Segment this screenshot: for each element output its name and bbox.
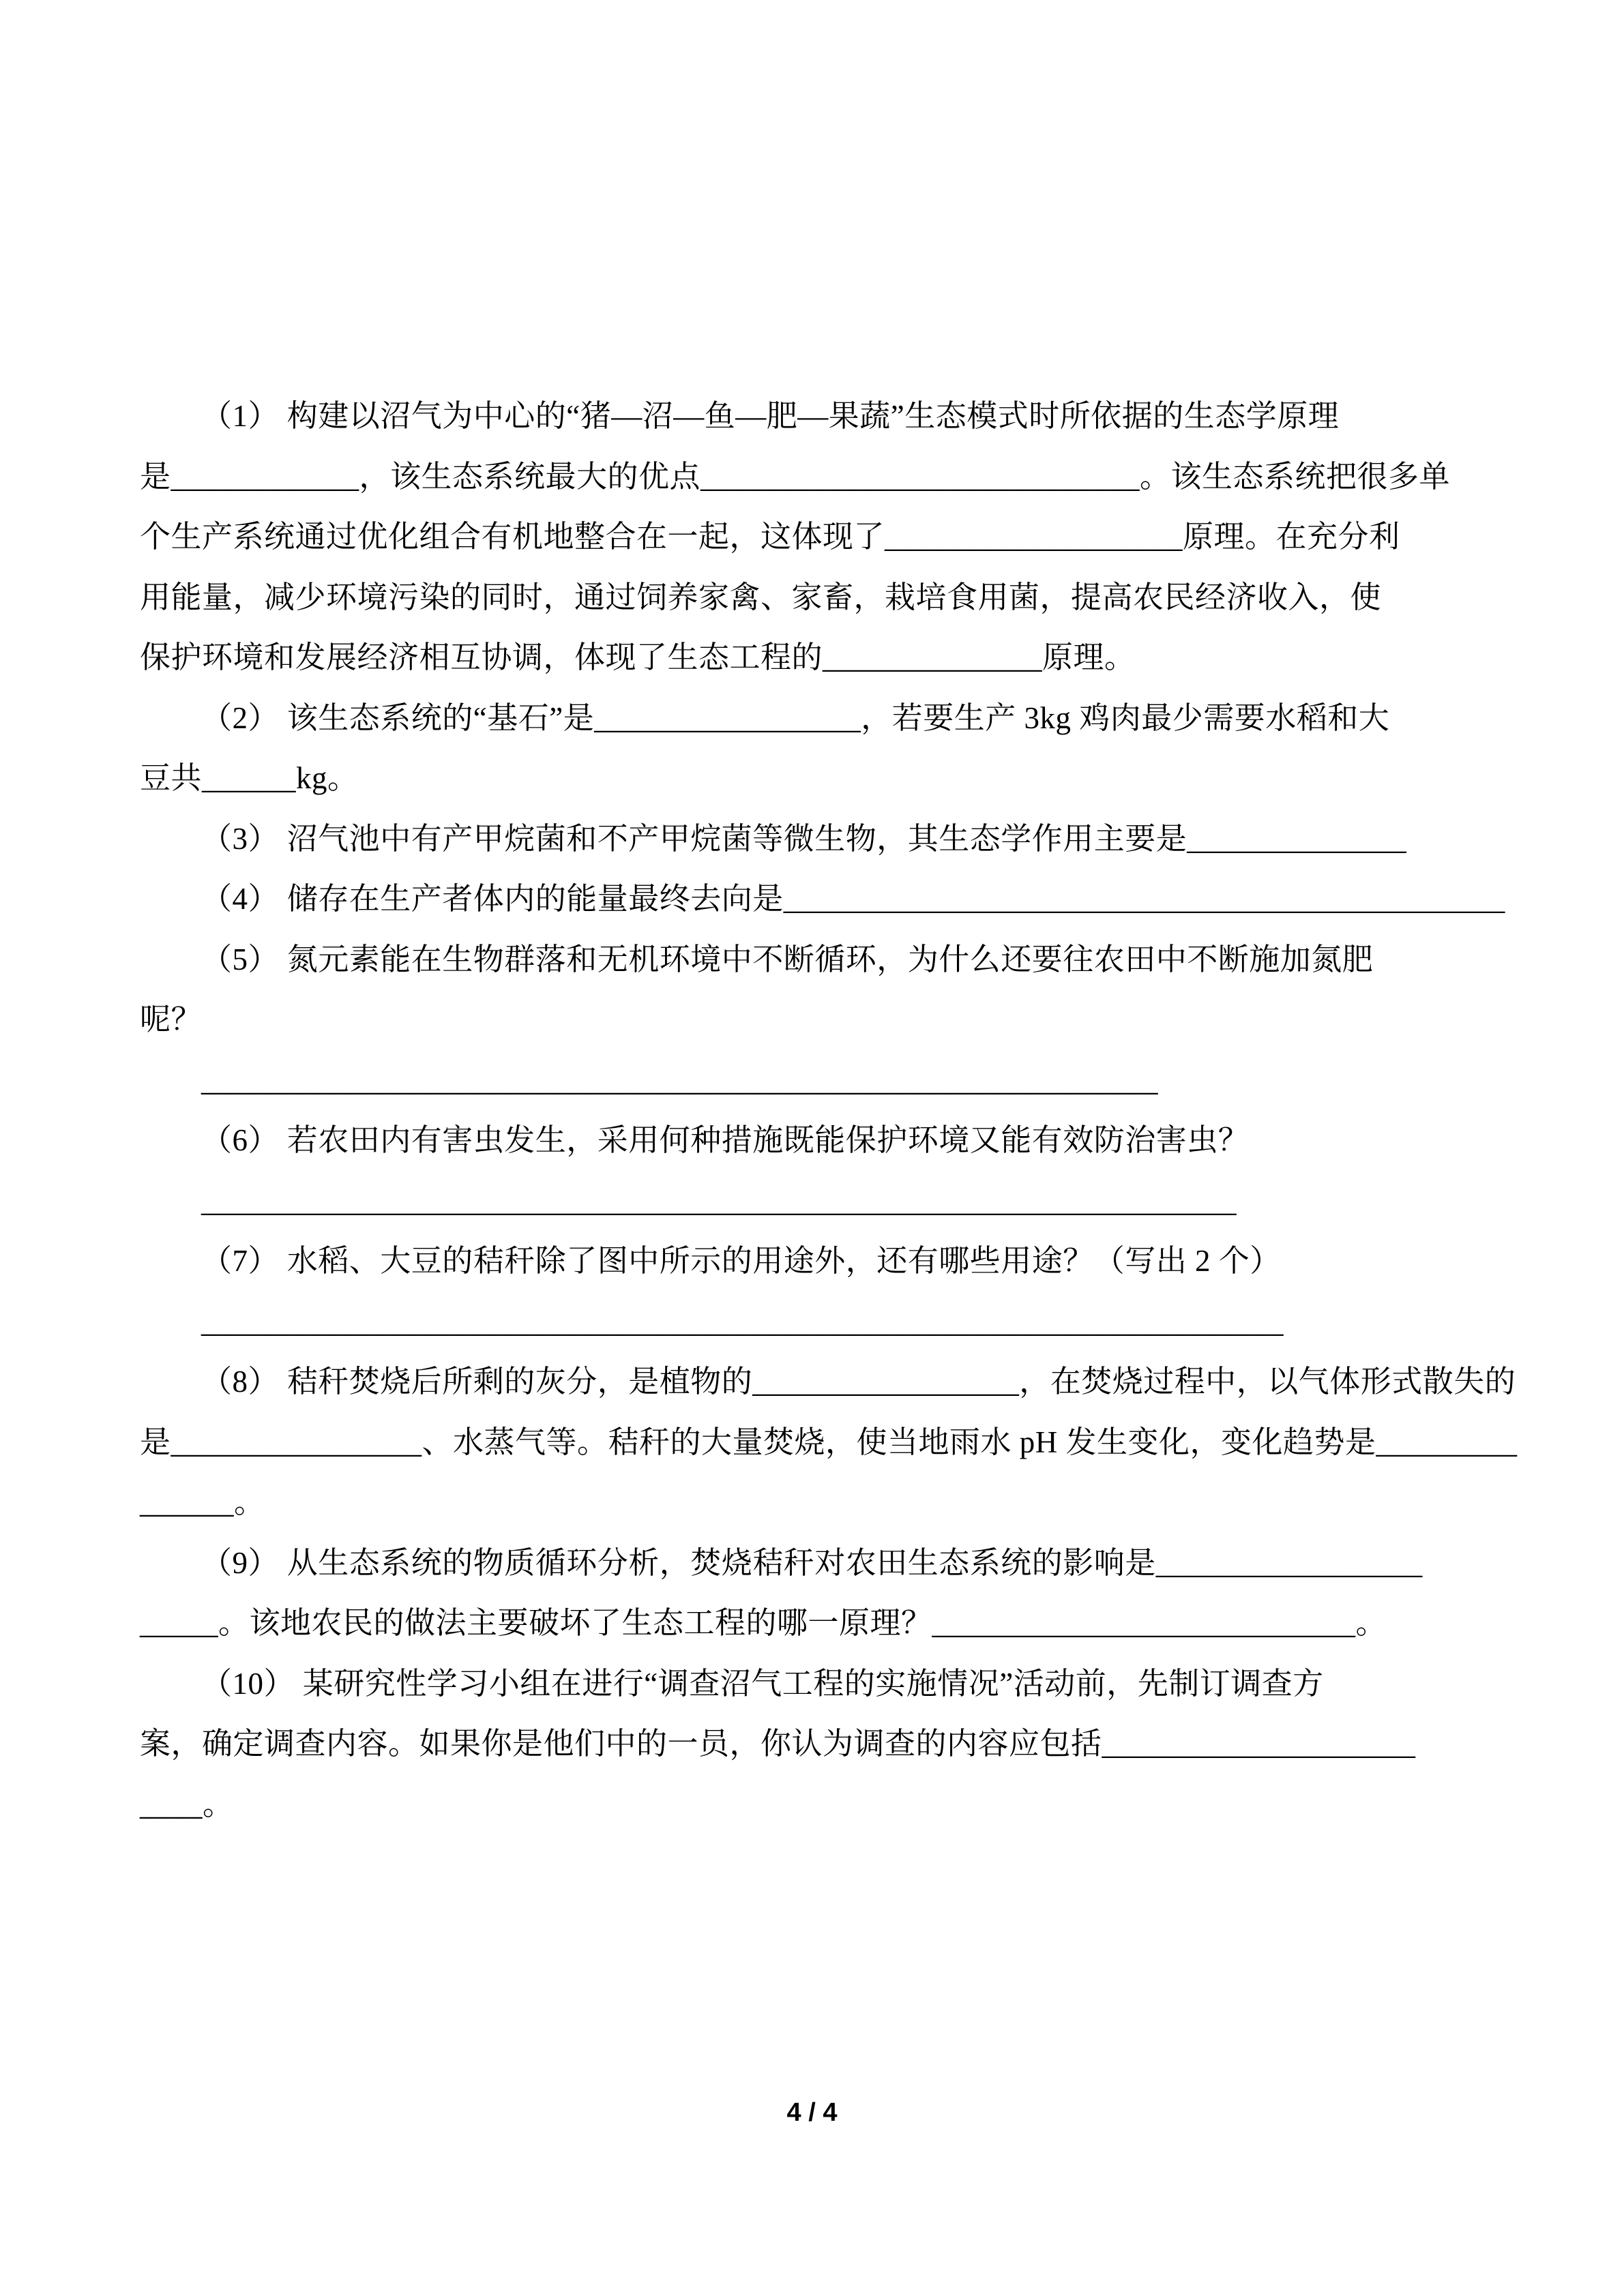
question-7-answer-blank-line: _____________________________________________________________________	[201, 1304, 1284, 1339]
question-8-line-3: ______。	[140, 1485, 265, 1519]
question-10-line-3: ____。	[140, 1787, 234, 1821]
question-6-answer-blank-line: __________________________________________________________________	[201, 1183, 1237, 1218]
question-10-line-1: （10） 某研究性学习小组在进行“调查沼气工程的实施情况”活动前，先制订调查方	[201, 1666, 1324, 1701]
question-1-line-2: 是____________，该生态系统最大的优点____________________________。该生态系统把很多单	[140, 459, 1451, 494]
question-10-line-2: 案，确定调查内容。如果你是他们中的一员，你认为调查的内容应包括____________________	[140, 1727, 1416, 1761]
question-7-line: （7） 水稻、大豆的秸秆除了图中所示的用途外，还有哪些用途？（写出 2 个）	[201, 1244, 1281, 1278]
question-8-line-2: 是________________、水蒸气等。秸秆的大量焚烧，使当地雨水 pH 发生变化，变化趋势是_________	[140, 1425, 1518, 1459]
question-5-line-1: （5） 氮元素能在生物群落和无机环境中不断循环，为什么还要往农田中不断施加氮肥	[201, 942, 1374, 976]
question-2-line-1: （2） 该生态系统的“基石”是_________________，若要生产 3kg 鸡肉最少需要水稻和大	[201, 700, 1390, 735]
question-4-line: （4） 储存在生产者体内的能量最终去向是______________________________________________	[201, 882, 1505, 916]
question-6-line: （6） 若农田内有害虫发生，采用何种措施既能保护环境又能有效防治害虫？	[201, 1123, 1250, 1157]
question-5-answer-blank-line: _____________________________________________________________	[201, 1062, 1158, 1097]
question-1-line-4: 用能量，减少环境污染的同时，通过饲养家禽、家畜，栽培食用菌，提高农民经济收入，使	[140, 580, 1382, 614]
question-3-line: （3） 沼气池中有产甲烷菌和不产甲烷菌等微生物，其生态学作用主要是______________	[201, 821, 1407, 856]
question-8-line-1: （8） 秸秆焚烧后所剩的灰分，是植物的_________________，在焚烧过程中，以气体形式散失的	[201, 1365, 1516, 1399]
question-5-line-2: 呢？	[140, 1002, 203, 1037]
page-number: 4 / 4	[786, 2098, 838, 2127]
question-1-line-5: 保护环境和发展经济相互协调，体现了生态工程的______________原理。	[140, 640, 1136, 674]
question-1-line-1: （1） 构建以沼气为中心的“猪—沼—鱼—肥—果蔬”生态模式时所依据的生态学原理	[201, 399, 1340, 433]
question-9-line-2: _____。该地农民的做法主要破坏了生态工程的哪一原理？___________________________。	[140, 1606, 1387, 1640]
question-1-line-3: 个生产系统通过优化组合有机地整合在一起，这体现了___________________原理。在充分利	[140, 520, 1400, 554]
question-9-line-1: （9） 从生态系统的物质循环分析，焚烧秸秆对农田生态系统的影响是_________________	[201, 1545, 1423, 1580]
questions-block	[140, 386, 1518, 1834]
question-2-line-2: 豆共______kg。	[140, 761, 359, 795]
